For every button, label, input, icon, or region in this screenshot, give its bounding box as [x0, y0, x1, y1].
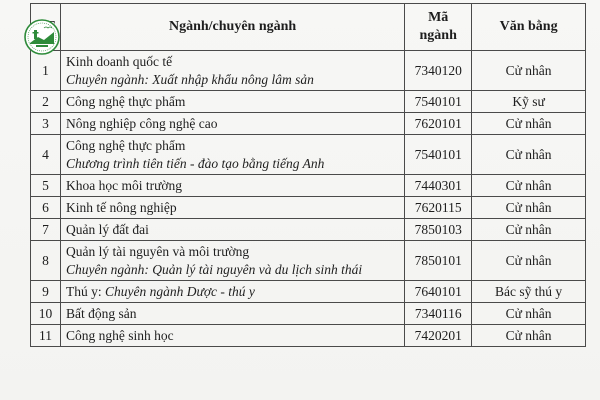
major-name: Kinh doanh quốc tế	[65, 53, 173, 69]
university-logo-icon	[24, 19, 60, 55]
row-degree: Cử nhân	[472, 113, 586, 135]
header-code-line2: ngành	[419, 28, 457, 43]
major-name: Công nghệ thực phẩm	[65, 137, 186, 153]
table-row	[31, 281, 586, 303]
row-degree: Cử nhân	[472, 325, 586, 347]
major-specialization: Chuyên ngành: Quản lý tài nguyên và du lịch sinh thái	[65, 261, 363, 277]
row-stt: 4	[31, 135, 61, 175]
major-name: Quản lý đất đai	[60, 219, 404, 241]
header-code-line1: Mã	[428, 9, 449, 25]
table-row	[31, 241, 586, 281]
row-code: 7540101	[405, 91, 472, 113]
table-row	[31, 135, 586, 175]
row-degree: Cử nhân	[472, 51, 586, 91]
major-specialization: Chuyên ngành Dược - thú y	[104, 283, 255, 299]
row-major	[60, 51, 404, 91]
row-stt: 5	[31, 175, 61, 197]
row-degree: Cử nhân	[472, 197, 586, 219]
major-name: Khoa học môi trường	[60, 175, 404, 197]
header-degree: Văn bằng	[472, 4, 586, 51]
major-name: Quản lý tài nguyên và môi trường	[65, 243, 250, 259]
row-code: 7340120	[405, 51, 472, 91]
row-degree: Cử nhân	[472, 241, 586, 281]
table-row	[31, 303, 586, 325]
row-code: 7640101	[405, 281, 472, 303]
table-row	[31, 219, 586, 241]
row-stt: 6	[31, 197, 61, 219]
row-degree: Cử nhân	[472, 135, 586, 175]
major-name: Công nghệ sinh học	[60, 325, 404, 347]
row-code: 7440301	[405, 175, 472, 197]
majors-table	[30, 3, 586, 347]
row-stt: 10	[31, 303, 61, 325]
row-code: 7850103	[405, 219, 472, 241]
table-row	[31, 325, 586, 347]
row-stt: 9	[31, 281, 61, 303]
row-degree: Cử nhân	[472, 175, 586, 197]
row-degree: Bác sỹ thú y	[472, 281, 586, 303]
row-major	[60, 241, 404, 281]
table-row	[31, 51, 586, 91]
row-stt: 1	[31, 51, 61, 91]
row-code: 7540101	[405, 135, 472, 175]
row-code: 7850101	[405, 241, 472, 281]
major-specialization: Chương trình tiên tiến - đào tạo bằng tiếng Anh	[65, 155, 325, 171]
row-major	[60, 281, 404, 303]
table-header-row	[31, 4, 586, 51]
row-major	[60, 135, 404, 175]
row-code: 7620101	[405, 113, 472, 135]
row-code: 7420201	[405, 325, 472, 347]
major-name: Thú y:	[65, 283, 105, 299]
row-degree: Kỹ sư	[472, 91, 586, 113]
major-name: Kinh tế nông nghiệp	[60, 197, 404, 219]
row-stt: 3	[31, 113, 61, 135]
table-row	[31, 175, 586, 197]
row-stt: 2	[31, 91, 61, 113]
major-name: Công nghệ thực phẩm	[60, 91, 404, 113]
table-row	[31, 197, 586, 219]
row-code: 7620115	[405, 197, 472, 219]
row-stt: 8	[31, 241, 61, 281]
major-name: Nông nghiệp công nghệ cao	[60, 113, 404, 135]
table-row	[31, 91, 586, 113]
major-name: Bất động sản	[60, 303, 404, 325]
row-stt: 7	[31, 219, 61, 241]
row-degree: Cử nhân	[472, 219, 586, 241]
table-row	[31, 113, 586, 135]
major-specialization: Chuyên ngành: Xuất nhập khẩu nông lâm sản	[65, 71, 314, 87]
header-major-code	[405, 4, 472, 51]
header-major-name: Ngành/chuyên ngành	[60, 4, 404, 51]
row-code: 7340116	[405, 303, 472, 325]
row-degree: Cử nhân	[472, 303, 586, 325]
row-stt: 11	[31, 325, 61, 347]
